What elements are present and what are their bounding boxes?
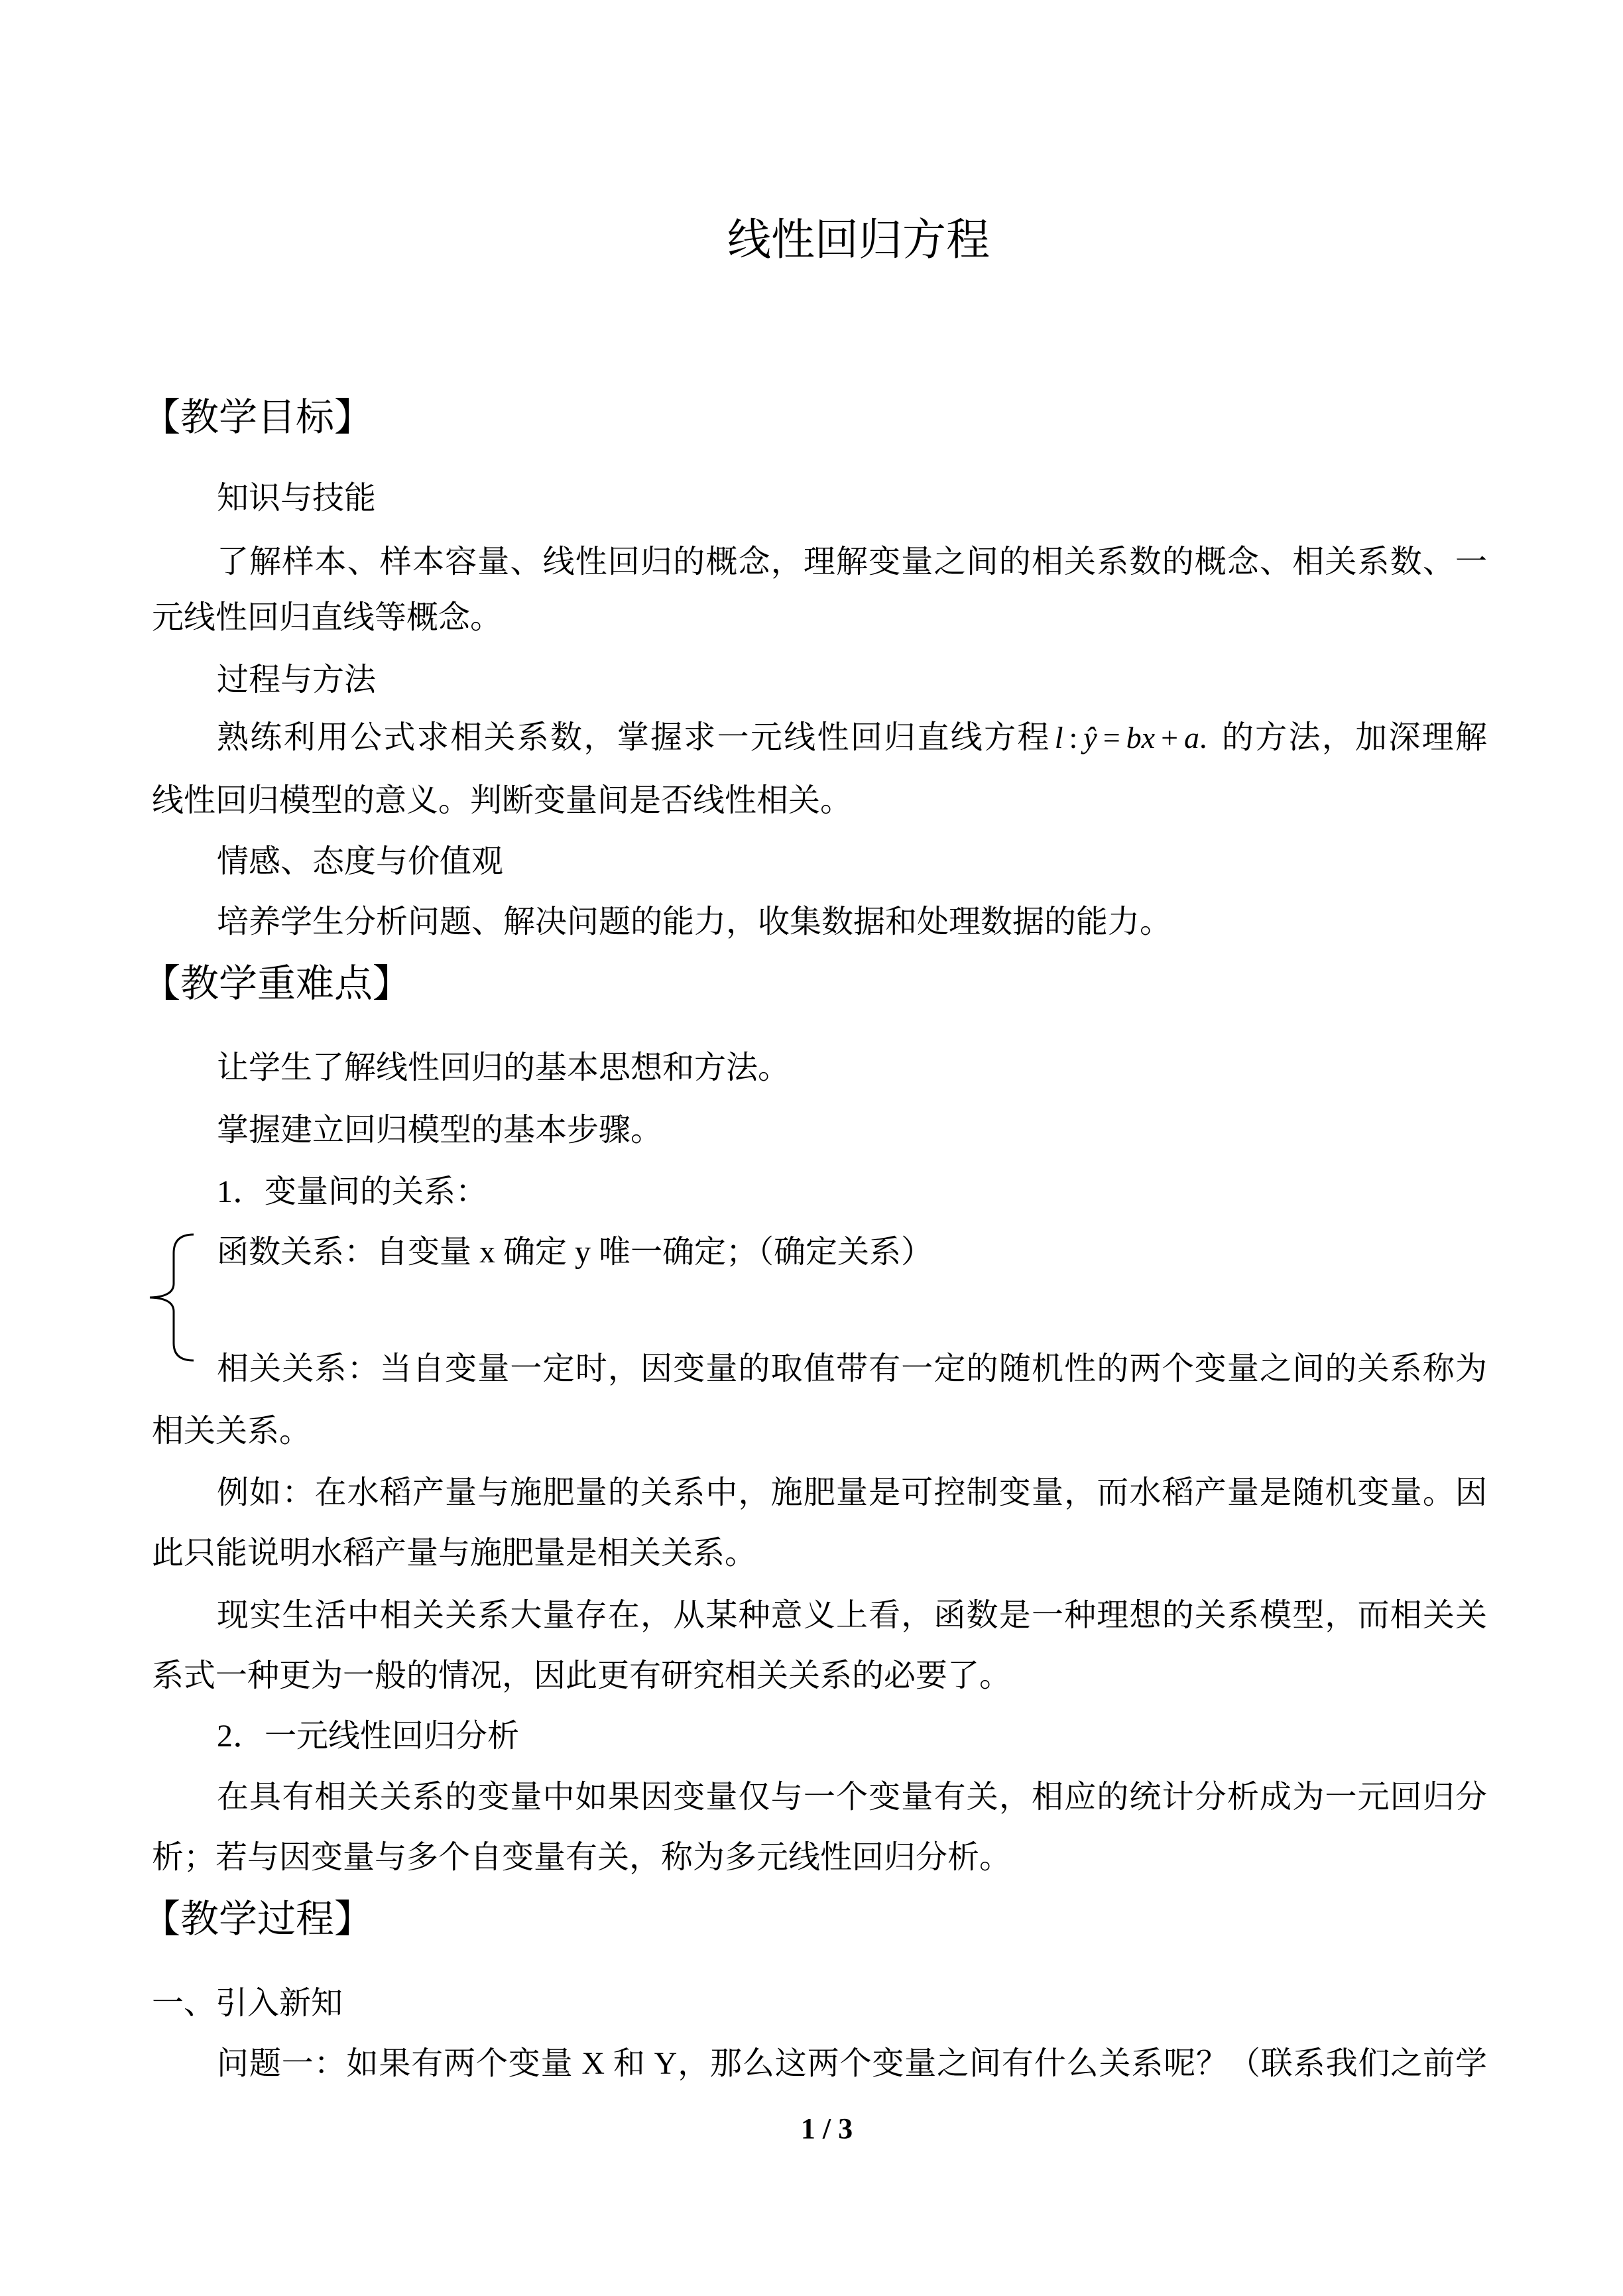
method-text-line: 线性回归模型的意义。判断变量间是否线性相关。 xyxy=(152,783,853,818)
process-subsection-title: 一、引入新知 xyxy=(152,1986,343,2021)
regression-line: 析；若与因变量与多个自变量有关，称为多元线性回归分析。 xyxy=(152,1840,1012,1875)
emotion-label: 情感、态度与价值观 xyxy=(217,844,504,879)
document-title: 线性回归方程 xyxy=(727,216,990,265)
method-text-prefix: 熟练利用公式求相关系数，掌握求一元线性回归直线方程 xyxy=(217,720,1051,755)
emotion-text-line: 培养学生分析问题、解决问题的能力，收集数据和处理数据的能力。 xyxy=(217,904,1172,939)
question-line: 问题一：如果有两个变量 X 和 Y，那么这两个变量之间有什么关系呢？（联系我们之前学 xyxy=(217,2046,1487,2081)
formula-colon: : xyxy=(1069,721,1078,755)
correlation-line: 相关关系。 xyxy=(152,1414,312,1449)
knowledge-text-line: 元线性回归直线等概念。 xyxy=(152,600,503,635)
regression-title: 2．一元线性回归分析 xyxy=(217,1719,520,1754)
section-heading-goals: 【教学目标】 xyxy=(142,396,373,439)
example-line: 此只能说明水稻产量与施肥量是相关关系。 xyxy=(152,1536,757,1571)
formula-bx: bx xyxy=(1126,721,1156,755)
key-point-line: 让学生了解线性回归的基本思想和方法。 xyxy=(217,1050,790,1085)
method-text-line xyxy=(217,718,1487,758)
relation-title: 1．变量间的关系： xyxy=(217,1174,488,1209)
formula-line-symbol: l xyxy=(1054,721,1063,755)
formula-equals: = xyxy=(1103,721,1120,755)
page-number: 1 / 3 xyxy=(800,2112,853,2145)
formula-y-hat: ŷ xyxy=(1083,721,1097,755)
left-brace xyxy=(139,1227,206,1369)
reality-line: 系式一种更为一般的情况，因此更有研究相关关系的必要了。 xyxy=(152,1658,1012,1693)
formula-period: . xyxy=(1199,721,1207,755)
reality-line: 现实生活中相关关系大量存在，从某种意义上看，函数是一种理想的关系模型，而相关关 xyxy=(217,1598,1487,1633)
section-heading-process: 【教学过程】 xyxy=(142,1898,373,1941)
method-label: 过程与方法 xyxy=(217,662,377,697)
regression-formula xyxy=(1055,718,1207,758)
regression-line: 在具有相关关系的变量中如果因变量仅与一个变量有关，相应的统计分析成为一元回归分 xyxy=(217,1780,1487,1815)
example-line: 例如：在水稻产量与施肥量的关系中，施肥量是可控制变量，而水稻产量是随机变量。因 xyxy=(217,1475,1487,1510)
key-point-line: 掌握建立回归模型的基本步骤。 xyxy=(217,1113,663,1148)
knowledge-label: 知识与技能 xyxy=(217,481,377,516)
formula-plus: + xyxy=(1161,721,1179,755)
formula-a: a xyxy=(1184,721,1200,755)
knowledge-text-line: 了解样本、样本容量、线性回归的概念，理解变量之间的相关系数的概念、相关系数、一 xyxy=(217,544,1487,579)
correlation-line: 相关关系：当自变量一定时，因变量的取值带有一定的随机性的两个变量之间的关系称为 xyxy=(217,1351,1487,1386)
method-text-suffix: 的方法，加深理解 xyxy=(1220,720,1487,755)
section-heading-key-points: 【教学重难点】 xyxy=(142,962,412,1005)
function-relation-line: 函数关系：自变量 x 确定 y 唯一确定；（确定关系） xyxy=(217,1235,933,1270)
